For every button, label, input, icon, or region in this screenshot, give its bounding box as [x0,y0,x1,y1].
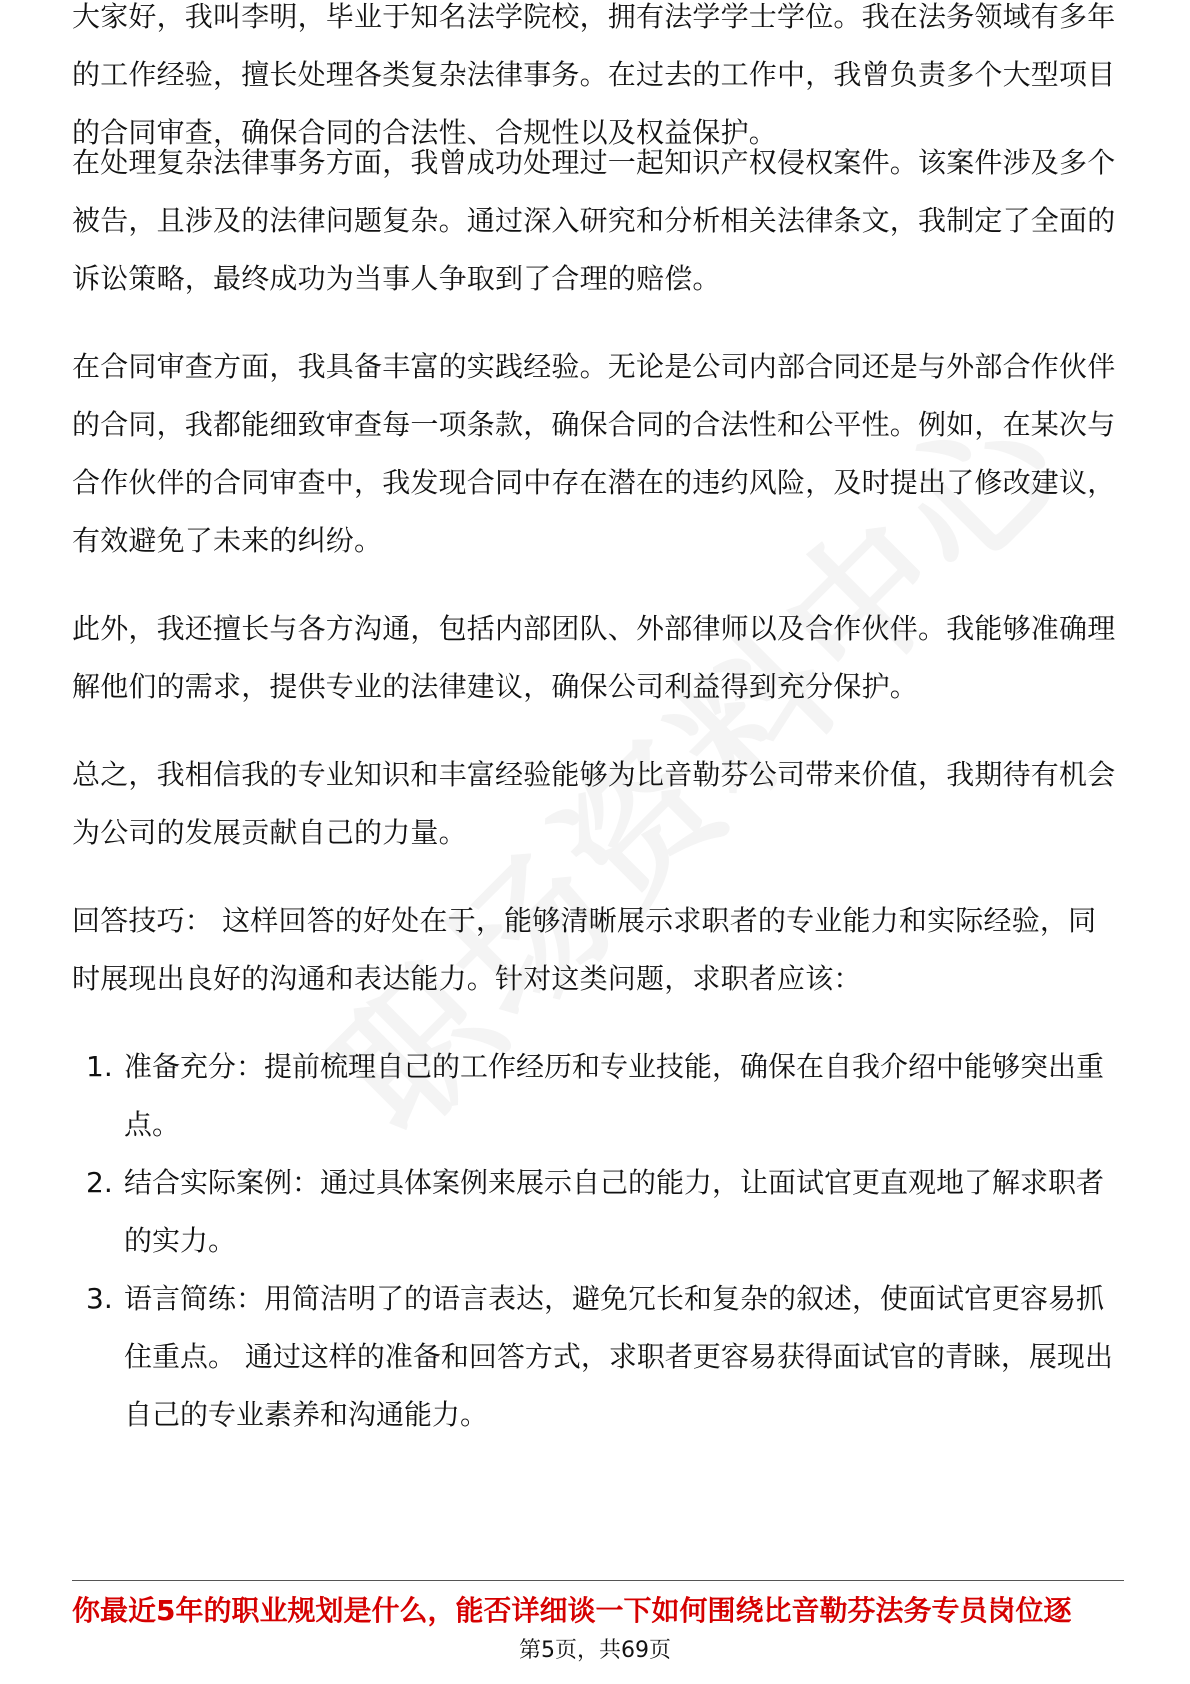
tip-text: 语言简练：用简洁明了的语言表达，避免冗长和复杂的叙述，使面试官更容易抓住重点。 通过这样的准备和回答方式，求职者更容易获得面试官的青睐，展现出自己的专业素养和沟通能力。 [124,1282,1113,1431]
paragraph-conclusion: 总之，我相信我的专业知识和丰富经验能够为比音勒芬公司带来价值，我期待有机会为公司的发展贡献自己的力量。 [72,758,1116,849]
tip-number: 1. [86,1050,113,1083]
paragraph-case: 在处理复杂法律事务方面，我曾成功处理过一起知识产权侵权案件。该案件涉及多个被告，且涉及的法律问题复杂。通过深入研究和分析相关法律条文，我制定了全面的诉讼策略，最终成功为当事人争取到了合理的赔偿。 [72,146,1116,295]
main-content [72,0,1124,1444]
page-number: 第5页，共69页 [519,1638,671,1663]
paragraph-answer-tips: 回答技巧： 这样回答的好处在于，能够清晰展示求职者的专业能力和实际经验，同时展现出良好的沟通和表达能力。针对这类问题，求职者应该： [72,904,1097,995]
tip-text: 准备充分：提前梳理自己的工作经历和专业技能，确保在自我介绍中能够突出重点。 [124,1050,1105,1141]
tip-item [72,1038,1124,1154]
tip-number: 2. [86,1166,113,1199]
tip-text: 结合实际案例：通过具体案例来展示自己的能力，让面试官更直观地了解求职者的实力。 [124,1166,1105,1257]
tips-list [72,1038,1124,1444]
paragraph-contract: 在合同审查方面，我具备丰富的实践经验。无论是公司内部合同还是与外部合作伙伴的合同，我都能细致审查每一项条款，确保合同的合法性和公平性。例如，在某次与合作伙伴的合同审查中，我发现合同中存在潜在的违约风险，及时提出了修改建议，有效避免了未来的纠纷。 [72,350,1116,557]
tip-number: 3. [86,1282,113,1315]
paragraph-communication: 此外，我还擅长与各方沟通，包括内部团队、外部律师以及合作伙伴。我能够准确理解他们的需求，提供专业的法律建议，确保公司利益得到充分保护。 [72,612,1116,703]
tip-item [72,1154,1124,1270]
paragraph-intro: 大家好，我叫李明，毕业于知名法学院校，拥有法学学士学位。我在法务领域有多年的工作经验，擅长处理各类复杂法律事务。在过去的工作中，我曾负责多个大型项目的合同审查，确保合同的合法性、合规性以及权益保护。 [72,0,1116,149]
next-question-heading: 你最近5年的职业规划是什么，能否详细谈一下如何围绕比音勒芬法务专员岗位逐 [72,1594,1072,1627]
footer-divider [72,1580,1124,1581]
tip-item [72,1270,1124,1444]
